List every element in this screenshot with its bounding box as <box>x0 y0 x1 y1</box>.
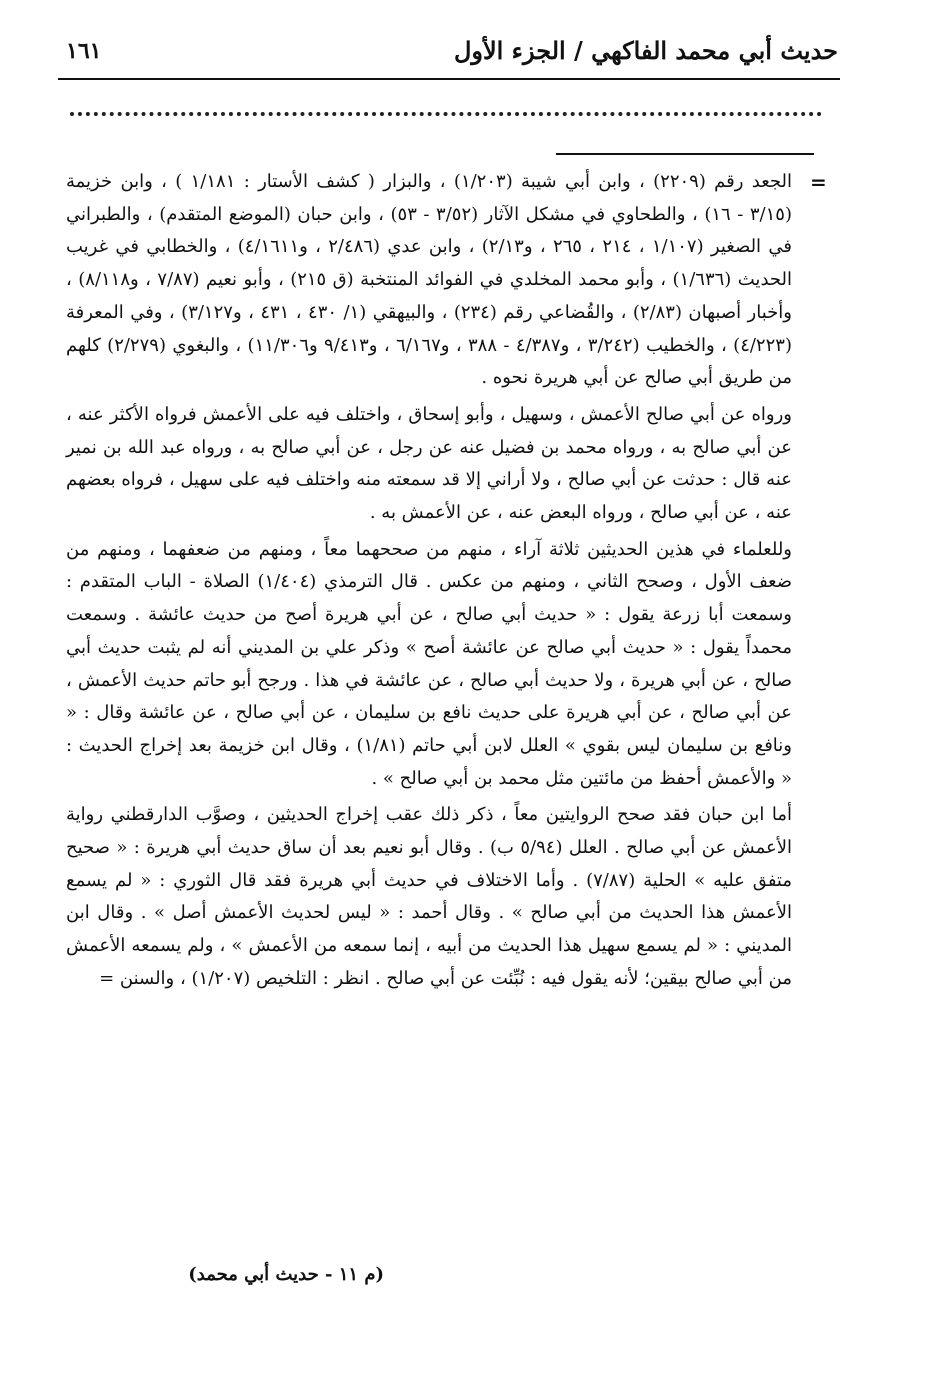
paragraph-3: وللعلماء في هذين الحديثين ثلاثة آراء ، منهم من صححهما معاً ، ومنهم من ضعفهما ، ومنهم من ضعف الأول ، وصحح الثاني ، ومنهم من عكس . قال الترمذي (١/٤٠٤) الصلاة - الباب المتقدم : وسمعت أبا زرعة يقول : « حديث أبي صالح ، عن أبي هريرة أصح من حديث عائشة . وسمعت محمداً يقول : « حديث أبي صالح عن عائشة أصح » وذكر علي بن المديني أنه لم يثبت حديث أبي صالح ، عن أبي هريرة ، ولا حديث أبي صالح ، عن عائشة في هذا . ورجح أبو حاتم حديث الأعمش ، عن أبي صالح ، عن أبي هريرة على حديث نافع بن سليمان ، عن أبي صالح ، عن عائشة وقال : « ونافع بن سليمان ليس بقوي » العلل لابن أبي حاتم (١/٨١) ، وقال ابن خزيمة بعد إخراج الحديث : « والأعمش أحفظ من مائتين مثل محمد بن أبي صالح » . <box>66 538 793 789</box>
paragraph-1: الجعد رقم (٢٢٠٩) ، وابن أبي شيبة (١/٢٠٣) ، والبزار ( كشف الأستار : ١/١٨١ ) ، وابن خزيمة (٣/١٥ - ١٦) ، والطحاوي في مشكل الآثار (٣/٥٢ - ٥٣) ، وابن حبان (الموضع المتقدم) ، والطبراني في الصغير (١/١٠٧ ، ٢١٤ ، ٢٦٥ ، و٢/١٣) ، وابن عدي (٢/٤٨٦ ، و٤/١٦١١) ، والخطابي في غريب الحديث (١/٦٣٦) ، وأبو محمد المخلدي في الفوائد المنتخبة (ق ٢١٥) ، وأبو نعيم (٧/٨٧ ، و٨/١١٨) ، وأخبار أصبهان (٢/٨٣) ، والقُضاعي رقم (٢٣٤) ، والبيهقي (١/ ٤٣٠ ، ٤٣١ ، و٣/١٢٧) ، وفي المعرفة (٤/٢٢٣) ، والخطيب (٣/٢٤٢ ، و٤/٣٨٧ - ٣٨٨ ، و٦/١٦٧ ، و٩/٤١٣ و١١/٣٠٦) ، والبغوي (٢/٢٧٩) كلهم من طريق أبي صالح عن أبي هريرة نحوه . <box>66 171 792 389</box>
page-number: ١٦١ <box>66 38 102 64</box>
header-title: حديث أبي محمد الفاكهي / الجزء الأول <box>453 36 838 65</box>
running-header <box>60 36 838 76</box>
paragraph-2: ورواه عن أبي صالح الأعمش ، وسهيل ، وأبو إسحاق ، واختلف فيه على الأعمش فرواه الأكثر عنه ، عن أبي صالح به ، ورواه محمد بن فضيل عنه عن رجل ، عن أبي صالح به ، ورواه عبد الله بن نمير عنه قال : حدثت عن أبي صالح ، ولا أراني إلا قد سمعته منه واختلف فيه على سهيل ، فرواه بعضهم عنه ، عن أبي صالح ، ورواه البعض عنه ، عن الأعمش به . <box>66 403 792 524</box>
header-rule <box>58 78 840 80</box>
signature-mark: (م ١١ - حديث أبي محمد) <box>188 1264 384 1285</box>
paragraph-4: أما ابن حبان فقد صحح الروايتين معاً ، ذكر ذلك عقب إخراج الحديثين ، وصوَّب الدارقطني رواية الأعمش عن أبي صالح . العلل (٥/٩٤ ب) . وقال أبو نعيم بعد أن ساق حديث أبي هريرة : « صحيح متفق عليه » الحلية (٧/٨٧) . وأما الاختلاف في حديث أبي هريرة فقد قال الثوري : « لم يسمع الأعمش هذا الحديث من أبي صالح » . وقال أحمد : « ليس لحديث الأعمش أصل » . وقال ابن المديني : « لم يسمع سهيل هذا الحديث من أبيه ، إنما سمعه من الأعمش » ، ولم يسمعه الأعمش من أبي صالح بيقين؛ لأنه يقول فيه : نُبِّئت عن أبي صالح . انظر : التلخيص (١/٢٠٧) ، والسنن = <box>66 804 792 989</box>
footnote-rule <box>556 153 814 155</box>
footnote-body <box>66 166 792 996</box>
dotted-separator <box>70 112 822 116</box>
continuation-mark: = <box>810 170 827 194</box>
